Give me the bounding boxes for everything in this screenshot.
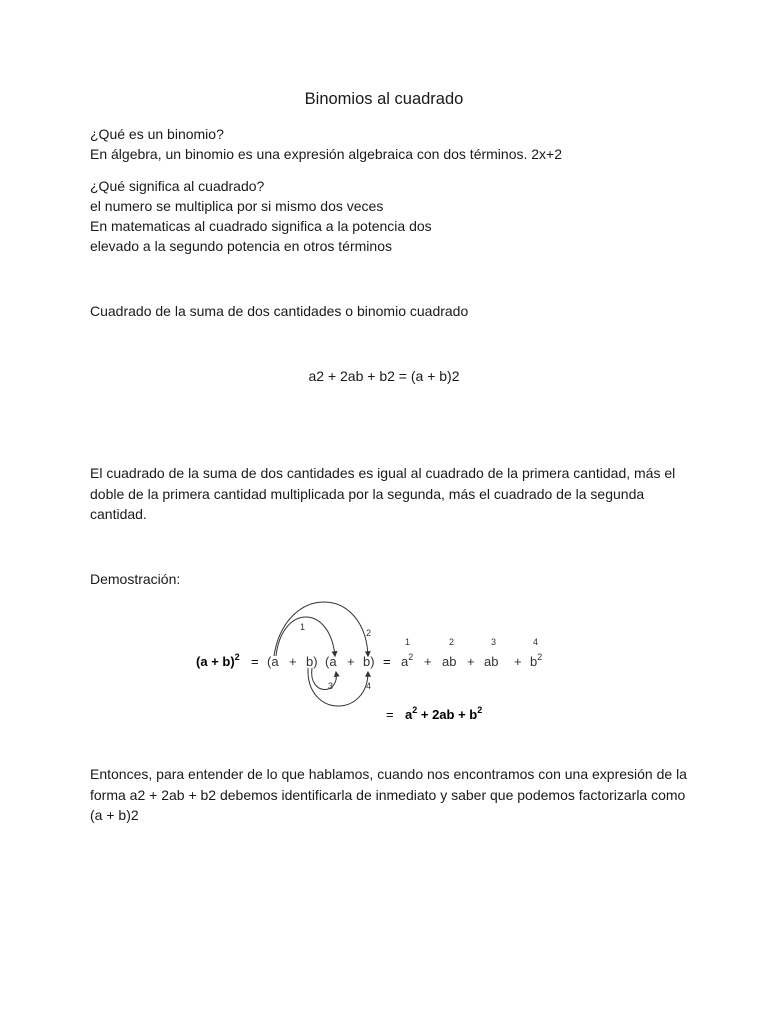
square-definition [90, 176, 690, 256]
arrow-number: 2 [366, 628, 372, 638]
plus-sign: + [424, 654, 432, 669]
term-number: 1 [405, 637, 411, 647]
conclusion-paragraph: Entonces, para entender de lo que hablamos, cuando nos encontramos con una expresión de la forma a2 + 2ab + b2 debemos identificarla de inmediato y saber que podemos factorizarla como (a + b)2 [90, 766, 687, 823]
arrow-arc-1 [276, 617, 335, 656]
arrow-number: 3 [328, 681, 334, 691]
explanation-paragraph: El cuadrado de la suma de dos cantidades es igual al cuadrado de la primera cantidad, más el doble de la primera cantidad multiplicada por la segunda, más el cuadrado de la segunda cantidad. [90, 465, 676, 522]
answer-binomial: En álgebra, un binomio es una expresión algebraica con dos términos. 2x+2 [90, 146, 563, 162]
plus-sign: + [467, 654, 475, 669]
equals-sign: = [383, 654, 391, 669]
plus-sign: + [514, 654, 522, 669]
term-number: 3 [491, 637, 497, 647]
answer-square-line: el numero se multiplica por si mismo dos veces [90, 198, 384, 214]
lhs-binomial: $(a + b)^2$ [196, 652, 240, 669]
expanded-term: ab [442, 654, 457, 669]
term-number: 4 [533, 637, 539, 647]
expansion-token: (a [325, 654, 337, 669]
document-title: Binomios al cuadrado [304, 90, 464, 108]
expansion-token: (a [267, 654, 279, 669]
expansion-token: + [347, 654, 355, 669]
section-heading: Cuadrado de la suma de dos cantidades o binomio cuadrado [90, 303, 469, 319]
expansion-token: + [289, 654, 297, 669]
main-formula: a2 + 2ab + b2 = (a + b)2 [308, 368, 460, 384]
demonstration-figure [190, 598, 570, 728]
equals-sign: = [251, 654, 259, 669]
expansion-token: b) [306, 654, 318, 669]
term-number: 2 [449, 637, 455, 647]
arrow-arc-2 [274, 602, 368, 656]
expanded-term: $b^2$ [530, 652, 543, 669]
expanded-term: ab [484, 654, 499, 669]
demo-heading: Demostración: [90, 571, 181, 587]
arrow-number: 1 [300, 622, 306, 632]
arrow-number: 4 [366, 681, 372, 691]
answer-square-line: elevado a la segundo potencia en otros términos [90, 238, 392, 254]
demonstration-diagram [190, 598, 570, 728]
question-square: ¿Qué significa al cuadrado? [90, 178, 265, 194]
equals-sign: = [386, 707, 394, 722]
answer-square-line: En matematicas al cuadrado significa a la potencia dos [90, 218, 432, 234]
binomial-definition [90, 124, 690, 164]
question-binomial: ¿Qué es un binomio? [90, 126, 224, 142]
expanded-term: $a^2$ [401, 652, 414, 669]
result-expression: $a^2 + 2ab + b^2$ [405, 705, 483, 722]
expansion-token: b) [363, 654, 375, 669]
